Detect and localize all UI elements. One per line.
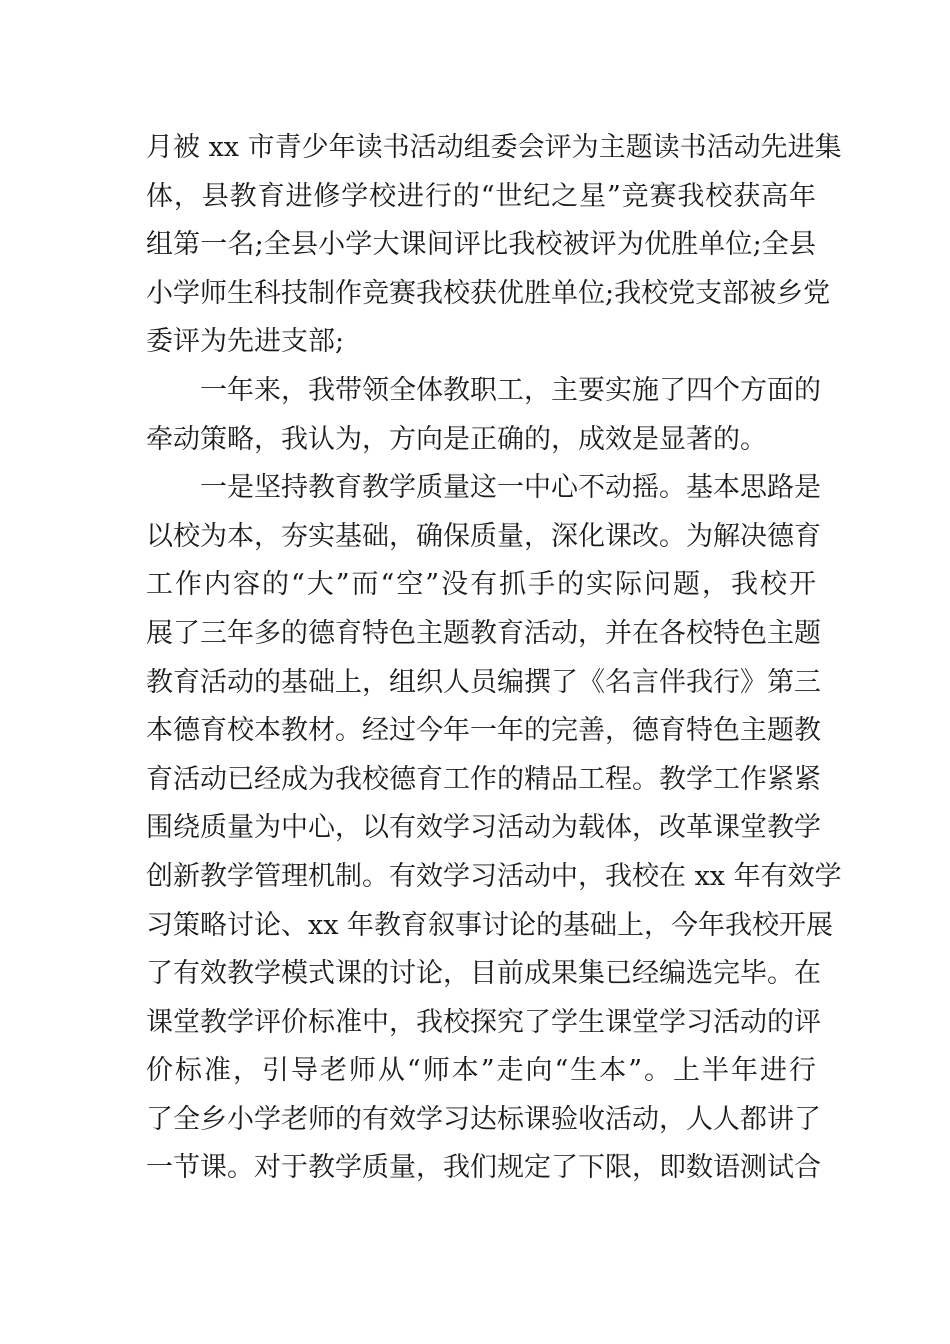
text-line-20: 价标准，引导老师从“师本”走向“生本”。上半年进行 xyxy=(146,1055,816,1087)
text-line-17: 习策略讨论、xx 年教育叙事讨论的基础上，今年我校开展 xyxy=(146,909,834,941)
text-line-7: 牵动策略，我认为，方向是正确的，成效是显著的。 xyxy=(146,423,767,455)
text-line-3: 组第一名;全县小学大课间评比我校被评为优胜单位;全县 xyxy=(146,229,816,261)
text-line-12: 教育活动的基础上，组织人员编撰了《名言伴我行》第三 xyxy=(146,666,821,698)
text-line-2: 体，县教育进修学校进行的“世纪之星”竞赛我校获高年 xyxy=(146,180,816,212)
text-line-16: 创新教学管理机制。有效学习活动中，我校在 xx 年有效学 xyxy=(146,860,842,892)
text-line-19: 课堂教学评价标准中，我校探究了学生课堂学习活动的评 xyxy=(146,1006,821,1038)
body-text xyxy=(146,124,842,1193)
text-line-4: 小学师生科技制作竞赛我校获优胜单位;我校党支部被乡党 xyxy=(146,277,831,309)
text-line-18: 了有效教学模式课的讨论，目前成果集已经编选完毕。在 xyxy=(146,958,821,990)
text-line-1: 月被 xx 市青少年读书活动组委会评为主题读书活动先进集 xyxy=(146,132,842,163)
text-line-14: 育活动已经成为我校德育工作的精品工程。教学工作紧紧 xyxy=(146,763,821,795)
text-line-9: 以校为本，夯实基础，确保质量，深化课改。为解决德育 xyxy=(146,520,821,552)
text-line-13: 本德育校本教材。经过今年一年的完善，德育特色主题教 xyxy=(146,715,821,747)
text-line-10: 工作内容的“大”而“空”没有抓手的实际问题，我校开 xyxy=(146,569,816,601)
text-line-8: 一是坚持教育教学质量这一中心不动摇。基本思路是 xyxy=(146,472,821,504)
text-line-22: 一节课。对于教学质量，我们规定了下限，即数语测试合 xyxy=(146,1152,821,1184)
text-line-21: 了全乡小学老师的有效学习达标课验收活动，人人都讲了 xyxy=(146,1103,821,1135)
text-line-15: 围绕质量为中心，以有效学习活动为载体，改革课堂教学 xyxy=(146,812,821,844)
text-line-5: 委评为先进支部; xyxy=(146,326,345,358)
text-line-6: 一年来，我带领全体教职工，主要实施了四个方面的 xyxy=(146,374,821,406)
text-line-11: 展了三年多的德育特色主题教育活动，并在各校特色主题 xyxy=(146,617,821,649)
